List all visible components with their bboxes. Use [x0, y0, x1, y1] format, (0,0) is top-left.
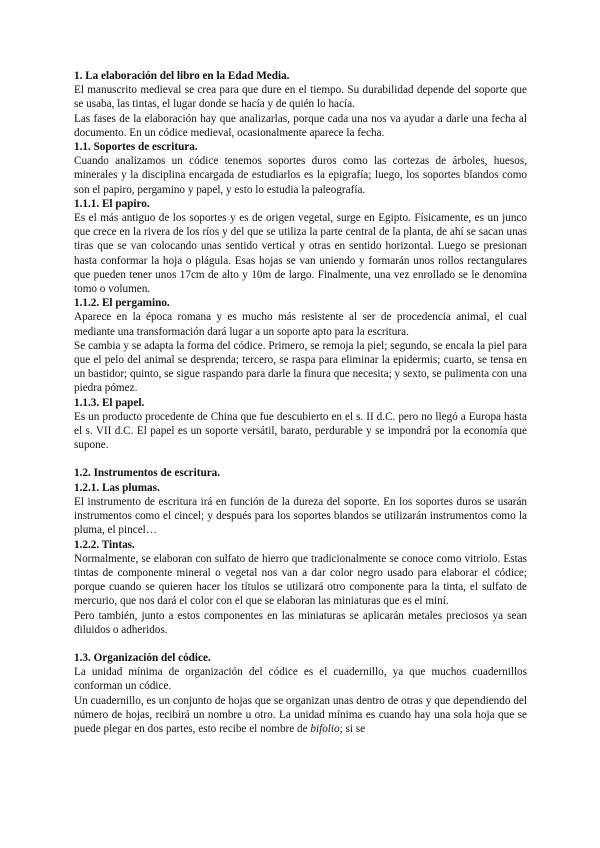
- paragraph: Aparece en la época romana y es mucho más resistente al ser de procedencia animal, el cual mediante una transformación dará lugar a un soporte apto para la escritura.: [74, 311, 527, 338]
- section-heading-1-1-2: 1.1.2. El pergamino.: [74, 297, 170, 310]
- section-heading-1-2-1: 1.2.1. Las plumas.: [74, 481, 160, 494]
- paragraph: Normalmente, se elaboran con sulfato de hierro que tradicionalmente se conoce como vitriolo. Estas tintas de componente mineral o vegetal nos van a dar color negro usado para elaborar el códice; porque cuando se quieren hacer los títulos se utilizará otro componente para la tinta, el sulfato de mercurio, que nos dará el color con el que se elaboran las miniaturas que es el miní.: [74, 552, 527, 608]
- paragraph: El manuscrito medieval se crea para que dure en el tiempo. Su durabilidad depende del soporte que se usaba, las tintas, el lugar donde se hacía y de quién lo hacía.: [74, 84, 527, 111]
- section-heading-1-1-3: 1.1.3. El papel.: [74, 396, 145, 409]
- paragraph: Se cambia y se adapta la forma del códice. Primero, se remoja la piel; segundo, se encala la piel para que el pelo del animal se desprenda; tercero, se raspa para eliminar la epidermis; cuarto, se tensa en un bastidor; quinto, se sigue raspando para darle la finura que necesita; y sexto, se pulimenta con una piedra pómez.: [74, 339, 527, 395]
- paragraph: El instrumento de escritura irá en función de la dureza del soporte. En los soportes duros se usarán instrumentos como el cincel; y después para los soportes blandos se utilizarán instrumentos como la pluma, el pincel…: [74, 495, 527, 537]
- paragraph: Cuando analizamos un códice tenemos soportes duros como las cortezas de árboles, huesos, minerales y la disciplina encargada de estudiarlos es la epigrafía; luego, los soportes blandos como son el papiro, pergamino y papel, y esto lo estudia la paleografía.: [74, 155, 527, 196]
- paragraph: Es el más antiguo de los soportes y es de origen vegetal, surge en Egipto. Físicamente, es un junco que crece en la rivera de los ríos y del que se utiliza la parte central de la planta, de ahí se sacan unas tiras que se van colocando unas sentido vertical y otras en sentido horizontal. Luego se presionan hasta conformar la hoja o plágula. Esas hojas se van uniendo y formarán unos rollos rectangulares que pueden tener unos 17cm de alto y 10m de largo. Finalmente, una vez enrollado se le denomina tomo o volumen.: [74, 212, 527, 296]
- italic-term: bifolio: [310, 722, 340, 735]
- paragraph: Pero también, junto a estos componentes en las miniaturas se aplicarán metales preciosos ya sean diluidos o adheridos.: [74, 609, 527, 636]
- paragraph: [74, 694, 527, 737]
- document-body: [74, 69, 527, 736]
- paragraph: Es un producto procedente de China que fue descubierto en el s. II d.C. pero no llegó a Europa hasta el s. VII d.C. El papel es un soporte versátil, barato, perdurable y se impondrá por la economía que supone.: [74, 410, 527, 452]
- section-heading-1-2: 1.2. Instrumentos de escritura.: [74, 467, 221, 480]
- blank-line: [74, 452, 527, 466]
- paragraph: La unidad mínima de organización del códice es el cuadernillo, ya que muchos cuadernillos conforman un códice.: [74, 666, 527, 693]
- paragraph-text: ; si se: [339, 722, 366, 735]
- paragraph-text: Un cuadernillo, es un conjunto de hojas que se organizan unas dentro de otras y que dependiendo del número de hojas, recibirá un nombre u otro. La unidad mínima es cuando hay una sola hoja que se puede plegar en dos partes, esto recibe el nombre de: [74, 694, 527, 735]
- paragraph: Las fases de la elaboración hay que analizarlas, porque cada una nos va ayudar a darle una fecha al documento. En un códice medieval, ocasionalmente aparece la fecha.: [74, 112, 527, 139]
- section-heading-1-1: 1.1. Soportes de escritura.: [74, 141, 198, 154]
- blank-line: [74, 637, 527, 651]
- section-heading-1-1-1: 1.1.1. El papiro.: [74, 197, 150, 210]
- section-heading-1-2-2: 1.2.2. Tintas.: [74, 538, 135, 551]
- section-heading-1-3: 1.3. Organización del códice.: [74, 651, 211, 664]
- section-heading-1: 1. La elaboración del libro en la Edad Media.: [74, 70, 290, 82]
